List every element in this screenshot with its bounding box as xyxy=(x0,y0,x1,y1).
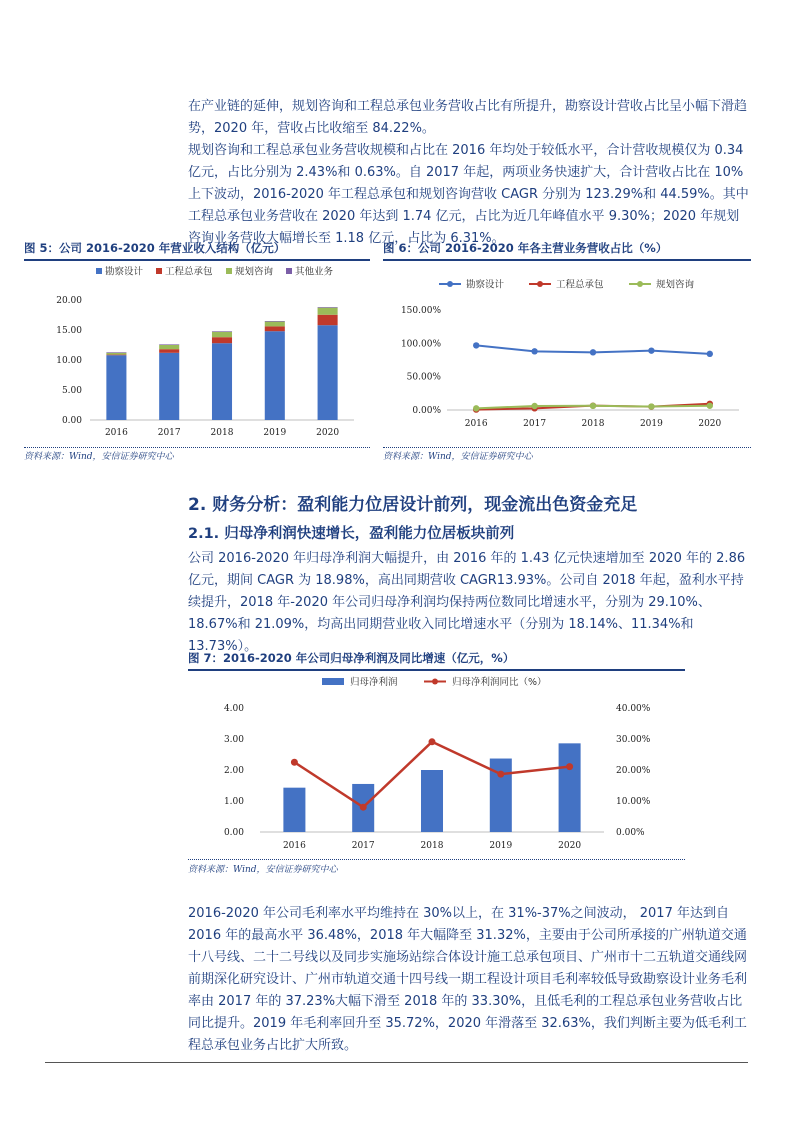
point-2-2017 xyxy=(531,403,537,409)
y-right-tick-label: 20.00% xyxy=(616,766,651,776)
y-left-tick-label: 3.00 xyxy=(223,735,244,745)
bar-2018-3 xyxy=(212,331,232,332)
section-heading: 2. 财务分析：盈利能力位居设计前列，现金流出色资金充足 xyxy=(188,495,638,515)
bar-2016 xyxy=(283,788,305,832)
growth-point-2018 xyxy=(429,738,436,745)
bar-2016-0 xyxy=(106,355,126,420)
x-tick-label-2018: 2018 xyxy=(210,428,234,438)
y-tick-label: 150.00% xyxy=(400,306,441,316)
y-tick-label: 20.00 xyxy=(56,296,82,306)
bar-2017-1 xyxy=(159,349,179,353)
point-2-2020 xyxy=(707,403,713,409)
figure-6-source: 资料来源：Wind，安信证券研究中心 xyxy=(383,452,533,462)
legend-swatch-bar xyxy=(322,678,344,685)
bar-2019-1 xyxy=(265,326,285,331)
growth-point-2019 xyxy=(497,771,504,778)
bar-2017-3 xyxy=(159,344,179,345)
x-tick-label-2016: 2016 xyxy=(282,841,306,851)
x-tick-label-2019: 2019 xyxy=(639,419,663,429)
legend-label-2: 规划咨询 xyxy=(656,279,695,291)
figure-6-source-rule xyxy=(383,447,751,448)
bar-2020 xyxy=(559,743,581,832)
x-tick-label-2017: 2017 xyxy=(351,841,375,851)
figure-5-source: 资料来源：Wind，安信证券研究中心 xyxy=(24,452,174,462)
x-tick-label-2020: 2020 xyxy=(316,428,340,438)
y-left-tick-label: 2.00 xyxy=(223,766,244,776)
figure-7-source: 资料来源：Wind，安信证券研究中心 xyxy=(188,865,338,875)
y-tick-label: 5.00 xyxy=(61,386,82,396)
legend-label-3: 其他业务 xyxy=(295,266,334,278)
legend-swatch-2 xyxy=(226,268,232,274)
bar-2020-1 xyxy=(318,315,338,325)
bar-2019-2 xyxy=(265,322,285,327)
y-right-tick-label: 10.00% xyxy=(616,797,651,807)
paragraph-revenue-share: 在产业链的延伸，规划咨询和工程总承包业务营收占比有所提升，勘察设计营收占比呈小幅下滑趋势，2020 年，营收占比收缩至 84.22%。 xyxy=(188,99,748,136)
point-0-2020 xyxy=(707,351,713,357)
point-0-2017 xyxy=(531,348,537,354)
x-tick-label-2020: 2020 xyxy=(698,419,722,429)
y-left-tick-label: 0.00 xyxy=(223,828,244,838)
legend-swatch-1 xyxy=(156,268,162,274)
legend-marker xyxy=(432,679,438,685)
bar-2018-1 xyxy=(212,337,232,343)
subsection-heading: 2.1. 归母净利润快速增长，盈利能力位居板块前列 xyxy=(188,526,515,542)
y-tick-label: 100.00% xyxy=(400,339,441,350)
bar-2018-2 xyxy=(212,332,232,337)
y-tick-label: 15.00 xyxy=(56,326,82,336)
figure-7-title: 图 7：2016-2020 年公司归母净利润及同比增速（亿元，%） xyxy=(188,651,515,665)
legend-label-0: 勘察设计 xyxy=(466,279,505,291)
growth-point-2017 xyxy=(360,804,367,811)
legend-swatch-0 xyxy=(96,268,102,274)
figure-5-source-rule xyxy=(24,447,370,448)
y-tick-label: 50.00% xyxy=(406,372,441,383)
bar-2020-2 xyxy=(318,308,338,315)
legend-marker-1 xyxy=(537,281,543,287)
y-tick-label: 0.00% xyxy=(412,406,441,416)
page-bottom-rule xyxy=(45,1062,748,1063)
x-tick-label-2018: 2018 xyxy=(581,419,605,429)
growth-point-2020 xyxy=(566,763,573,770)
figure-5-chart xyxy=(24,262,370,447)
y-right-tick-label: 40.00% xyxy=(616,704,651,714)
y-left-tick-label: 4.00 xyxy=(223,704,244,714)
x-tick-label-2016: 2016 xyxy=(464,419,488,429)
figure-5-rule xyxy=(24,259,370,261)
y-right-tick-label: 0.00% xyxy=(616,828,645,838)
legend-label-0: 勘察设计 xyxy=(105,266,144,278)
bar-2018-0 xyxy=(212,343,232,420)
x-tick-label-2019: 2019 xyxy=(263,428,287,438)
x-tick-label-2017: 2017 xyxy=(523,419,547,429)
figure-6-chart xyxy=(383,262,751,447)
growth-point-2016 xyxy=(291,759,298,766)
bar-2018 xyxy=(421,770,443,832)
bar-2016-3 xyxy=(106,352,126,353)
paragraph-epc-consulting: 规划咨询和工程总承包业务营收规模和占比在 2016 年均处于较低水平，合计营收规模仅为 0.34 亿元，占比分别为 2.43%和 0.63%。自 2017 年起，两项业务快速扩大，合计营收占比在 10%上下波动，2016-2020 年工程总承包和规划咨询营收 CAGR 分别为 123.29%和 44.59%。其中工程总承包业务营收在 2020 年达到 1.74 亿元，占比为近几年峰值水平 9.30%；2020 年规划咨询业务营收大幅增长至 1.18 亿元，占比为 6.31%。 xyxy=(188,143,749,246)
y-right-tick-label: 30.00% xyxy=(616,735,651,745)
figure-7-chart xyxy=(188,670,685,860)
bar-2020-0 xyxy=(318,325,338,420)
bar-2017-2 xyxy=(159,345,179,349)
point-0-2019 xyxy=(648,347,654,353)
point-0-2018 xyxy=(590,349,596,355)
legend-marker-0 xyxy=(447,281,453,287)
legend-marker-2 xyxy=(637,281,643,287)
figure-5-title: 图 5：公司 2016-2020 年营业收入结构（亿元） xyxy=(24,241,286,255)
y-tick-label: 0.00 xyxy=(61,416,82,426)
bar-2019-3 xyxy=(265,321,285,322)
bar-2017-0 xyxy=(159,353,179,420)
bar-2016-2 xyxy=(106,353,126,355)
legend-swatch-3 xyxy=(286,268,292,274)
point-0-2016 xyxy=(473,342,479,348)
legend-label-1: 工程总承包 xyxy=(556,279,604,291)
paragraph-net-profit: 公司 2016-2020 年归母净利润大幅提升，由 2016 年的 1.43 亿元快速增加至 2020 年的 2.86 亿元，期间 CAGR 为 18.98%，高出同期营收 CAGR13.93%。公司自 2018 年起，盈利水平持续提升，2018 年-2020 年公司归母净利润均保持两位数同比增速水平，分别为 29.10%、18.67%和 21.09%，均高出同期营业收入同比增速水平（分别为 18.14%、11.34%和 13.73%）。 xyxy=(188,551,746,654)
x-tick-label-2017: 2017 xyxy=(157,428,181,438)
y-tick-label: 10.00 xyxy=(56,356,82,366)
bar-2019-0 xyxy=(265,331,285,420)
paragraph-gross-margin: 2016-2020 年公司毛利率水平均维持在 30%以上，在 31%-37%之间波动， 2017 年达到自 2016 年的最高水平 36.48%，2018 年大幅降至 31.32%，主要由于公司所承接的广州轨道交通十八号线、二十二号线以及同步实施场站综合体设计施工总承包项目、广州市十二五轨道交通线网前期深化研究设计、广州市轨道交通十四号线一期工程设计项目毛利率较低导致勘察设计业务毛利率由 2017 年的 37.23%大幅下滑至 2018 年的 33.30%，且低毛利的工程总承包业务营收占比同比提升。2019 年毛利率回升至 35.72%，2020 年滑落至 32.63%，我们判断主要为低毛利工程总承包业务占比扩大所致。 xyxy=(188,906,748,1053)
legend-label-line: 归母净利润同比（%） xyxy=(452,677,547,688)
bar-2016-1 xyxy=(106,355,126,356)
legend-label-2: 规划咨询 xyxy=(235,266,274,278)
y-left-tick-label: 1.00 xyxy=(223,797,244,807)
x-tick-label-2018: 2018 xyxy=(420,841,444,851)
figure-6-title: 图 6：公司 2016-2020 年各主营业务营收占比（%） xyxy=(383,241,668,255)
x-tick-label-2019: 2019 xyxy=(489,841,513,851)
point-2-2018 xyxy=(590,403,596,409)
x-tick-label-2020: 2020 xyxy=(558,841,582,851)
figure-6-rule xyxy=(383,259,751,261)
point-2-2016 xyxy=(473,405,479,411)
legend-label-bar: 归母净利润 xyxy=(350,677,398,688)
figure-7-source-rule xyxy=(188,859,685,860)
bar-2020-3 xyxy=(318,307,338,308)
x-tick-label-2016: 2016 xyxy=(104,428,128,438)
point-2-2019 xyxy=(648,403,654,409)
legend-label-1: 工程总承包 xyxy=(165,266,213,278)
